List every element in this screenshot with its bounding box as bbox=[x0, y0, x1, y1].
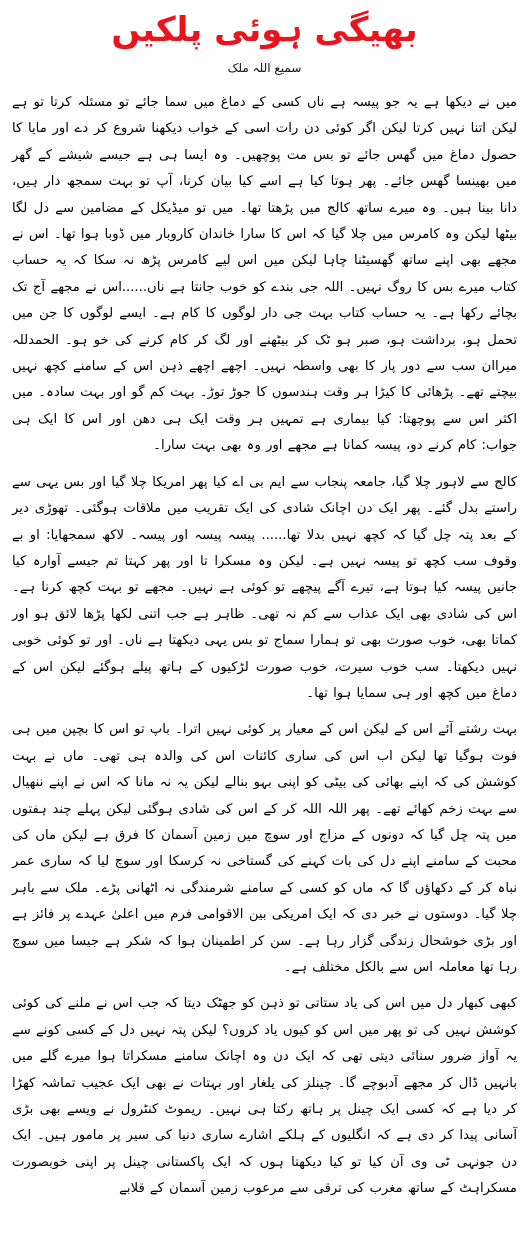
author-byline: سمیع اللہ ملک bbox=[227, 61, 302, 75]
paragraph: کبھی کبھار دل میں اس کی یاد ستاتی تو ذہن کو جھٹک دیتا کہ جب اس نے ملنے کی کوئی کوشش نہیں کی تو پھر میں اس کو کیوں یاد کروں؟ لیکن پتہ نہیں دل کے کسی کونے سے یہ آواز ضرور سنائی دیتی تھی کہ ایک دن وہ اچانک سامنے مسکراتا ہوا میرے گلے میں بانہیں ڈال کر مجھے آدبوچے گا۔ چینلز کی یلغار اور بہتات نے بھی ایک عجیب تماشہ کھڑا کر دیا ہے کہ کسی ایک چینل پر ہاتھ رکتا ہی نہیں۔ ریموٹ کنٹرول نے ویسے بھی بڑی آسانی پیدا کر دی ہے کہ انگلیوں کے ہلکے اشارے ساری دنیا کی سیر پر مامور ہیں۔ ایک دن جونہی ٹی وی آن کیا تو کیا دیکھتا ہوں کہ ایک پاکستانی چینل پر اپنی خوبصورت مسکراہٹ کے ساتھ مغرب کی ترقی سے مرعوب زمین آسمان کے قلابے bbox=[12, 996, 517, 1197]
paragraph: میں نے دیکھا ہے یہ جو پیسہ ہے ناں کسی کے دماغ میں سما جائے تو مسئلہ کرتا تو ہے لیکن اتنا نہیں کرتا لیکن اگر کوئی دن رات اسی کے خواب دیکھنا شروع کر دے اور مایا کا حصول دماغ میں گھس جائے تو بس مت پوچھیں۔ وہ ایسا ہی ہے جیسے شیشے کے گھر میں بھینسا گھس جائے۔ پھر ہوتا کیا ہے اسے کیا بیان کرنا، آپ تو بہت سمجھ دار ہیں، دانا بینا ہیں۔ وہ میرے ساتھ کالج میں پڑھتا تھا۔ میں تو میڈیکل کے مضامین سے دل لگا بیٹھا لیکن وہ کامرس میں چلا گیا کہ اس کا سارا خاندان کاروبار میں ڈوبا ہوا تھا۔ اس نے مجھے بھی اپنے ساتھ گھسیٹنا چاہا لیکن میں اس لیے کامرس پڑھ نہ سکا کہ یہ حساب کتاب میرے بس کا روگ نہیں۔ اللہ جی بندے کو خوب جانتا ہے ناں......اس نے مجھے آج تک بچائے رکھا ہے۔ یہ حساب کتاب بہت جی دار لوگوں کا کام ہے۔ ایسے لوگوں کا جن میں تحمل ہو، برداشت ہو، صبر ہو ٹک کر بیٹھنے اور لگ کر کام کرنے کی خو ہو۔ الحمدللہ میراان سب سے دور پار کا بھی واسطہ نہیں۔ اچھے اچھے ذہن اس کے سامنے کچھ نہیں بیچتے تھے۔ پڑھائی کا کیڑا ہر وقت ہندسوں کا جوڑ توڑ۔ بہت کم گو اور بہت سادہ۔ میں اکثر اس سے پوچھتا: کیا بیماری ہے تمہیں ہر وقت ایک ہی دھن اور اس کا ایک ہی جواب: کام کرنے دو، پیسہ کمانا ہے مجھے اور وہ بھی بہت سارا۔ bbox=[12, 95, 517, 454]
paragraph: بہت رشتے آئے اس کے لیکن اس کے معیار پر کوئی نہیں اترا۔ باپ تو اس کا بچپن میں ہی فوت ہوگیا تھا لیکن اب اس کی ساری کائنات اس کی والدہ ہی تھی۔ ماں نے بہت کوشش کی کہ اپنے بھائی کی بیٹی کو اپنی بہو بنالے لیکن یہ نہ مانا کہ اس نے اپنے ننھیال سے بہت زخم کھائے تھے۔ پھر اللہ اللہ کر کے اس کی شادی ہوگئی لیکن پہلے چند ہفتوں میں پتہ چل گیا کہ دونوں کے مزاج اور سوچ میں زمین آسمان کا فرق ہے لیکن ماں کی محبت کے سامنے اپنے دل کی بات کہنے کی گستاخی نہ کرسکا اور سوچ لیا کہ ساری عمر نباہ کر کے دکھاؤں گا کہ ماں کو کسی کے سامنے شرمندگی نہ اٹھانی پڑے۔ ملک سے باہر چلا گیا۔ دوستوں نے خبر دی کہ ایک امریکی بین الاقوامی فرم میں اعلیٰ عہدے پر فائز ہے اور بڑی خوشحال زندگی گزار رہا ہے۔ سن کر اطمینان ہوا کہ شکر ہے جیسا میں سوچ رہا تھا معاملہ اس سے بالکل مختلف ہے۔ bbox=[12, 722, 517, 975]
article-title: بھیگی ہوئی پلکیں bbox=[111, 10, 418, 50]
paragraph: کالج سے لاہور چلا گیا، جامعہ پنجاب سے ایم بی اے کیا پھر امریکا چلا گیا اور بس یہی سے راستے بدل گئے۔ پھر ایک دن اچانک شادی کی ایک تقریب میں ملاقات ہوگئی۔ تھوڑی دیر کے بعد پتہ چل گیا کہ کچھ نہیں بدلا تھا...... پیسہ پیسہ اور پیسہ۔ لاکھ سمجھایا: او بے وقوف سب کچھ تو پیسہ نہیں ہے۔ لیکن وہ مسکرا تا اور پھر کہتا تم جیسے آوارہ کیا جانیں پیسہ کیا ہوتا ہے، تیرے آگے پیچھے تو کوئی ہے نہیں۔ مجھے تو بہت کچھ کرنا ہے۔ اس کی شادی بھی ایک عذاب سے کم نہ تھی۔ ظاہر ہے جب اتنی لکھا پڑھا لائق ہو اور کماتا بھی، خوب صورت بھی تو ہمارا سماج تو بس یہی دیکھتا ہے ناں۔ اور تو کوئی خوبی نہیں دیکھتا۔ سب خوب سیرت، خوب صورت لڑکیوں کے ہاتھ پیلے ہوگئے لیکن اس کے دماغ میں کچھ اور ہی سمایا ہوا تھا۔ bbox=[12, 474, 517, 701]
article-body bbox=[12, 90, 517, 1203]
